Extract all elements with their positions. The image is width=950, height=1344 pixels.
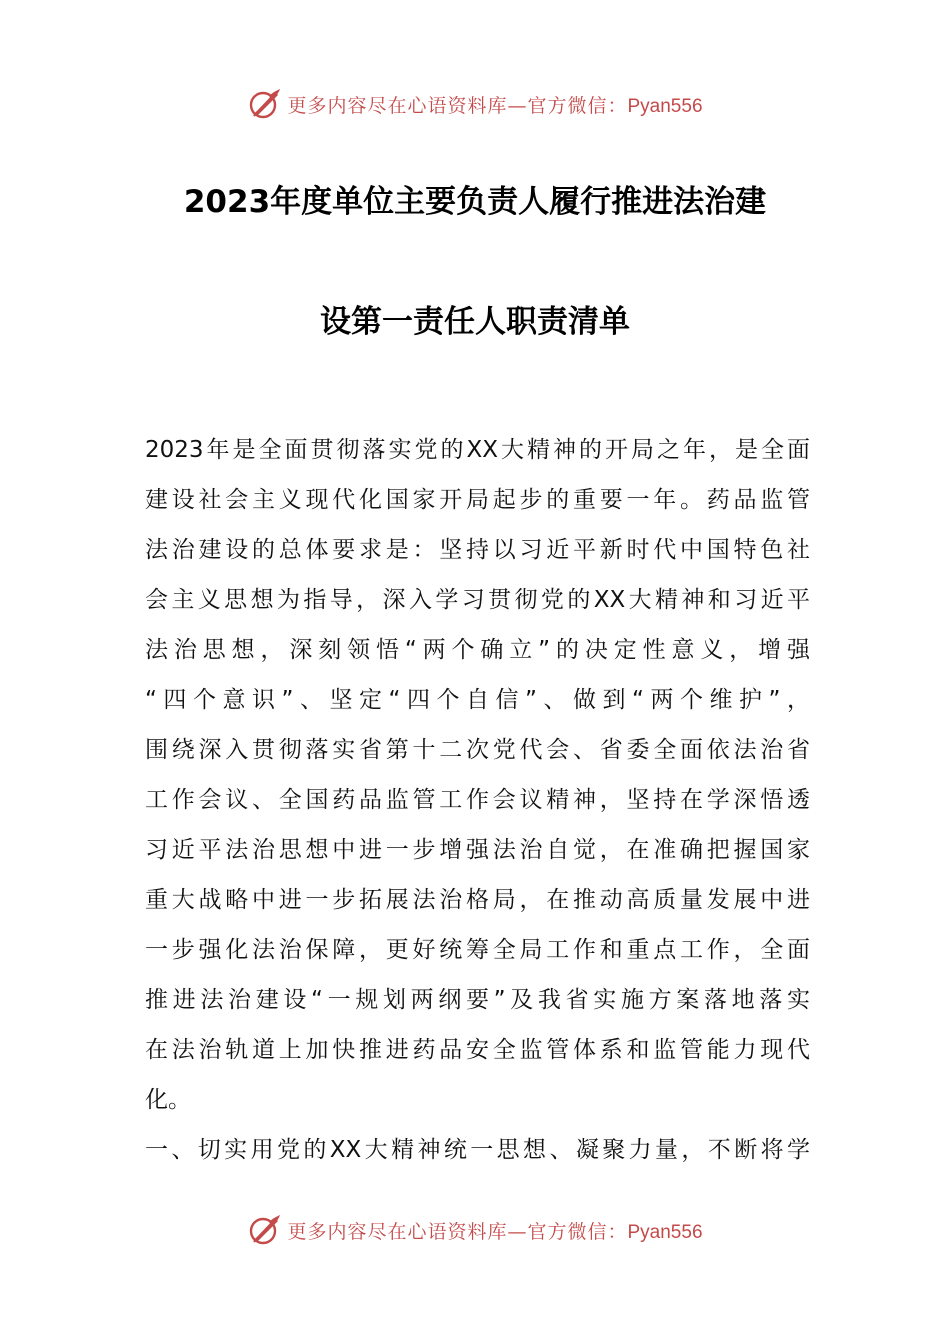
- watermark-label: 更多内容尽在心语资料库—官方微信：: [287, 94, 628, 117]
- quill-logo-icon: [247, 86, 283, 122]
- watermark-footer: [0, 1210, 950, 1250]
- document-title-line-1: 2023年度单位主要负责人履行推进法治建: [183, 184, 767, 220]
- watermark-label: 更多内容尽在心语资料库—官方微信：: [287, 1220, 628, 1243]
- body-line: 重大战略中进一步拓展法治格局，在推动高质量发展中进: [145, 887, 810, 913]
- section-heading-1: 一、切实用党的XX大精神统一思想、凝聚力量，不断将学: [145, 1137, 810, 1163]
- body-line: 化。: [145, 1087, 191, 1113]
- body-line: 习近平法治思想中进一步增强法治自觉，在准确把握国家: [145, 837, 810, 863]
- watermark-handle: Pyan556: [627, 95, 703, 117]
- watermark-text: [287, 91, 702, 118]
- watermark-handle: Pyan556: [627, 1221, 703, 1243]
- watermark-text: [287, 1217, 702, 1244]
- body-text: [145, 425, 810, 1175]
- body-line: 一步强化法治保障，更好统筹全局工作和重点工作，全面: [145, 937, 810, 963]
- body-line: 在法治轨道上加快推进药品安全监管体系和监管能力现代: [145, 1037, 810, 1063]
- quill-logo-icon: [247, 1212, 283, 1248]
- body-line: 法治建设的总体要求是：坚持以习近平新时代中国特色社: [145, 537, 810, 563]
- document-title-line-2: 设第一责任人职责清单: [320, 304, 630, 340]
- body-line: 2023年是全面贯彻落实党的XX大精神的开局之年，是全面: [145, 437, 810, 463]
- body-line: 围绕深入贯彻落实省第十二次党代会、省委全面依法治省: [145, 737, 810, 763]
- body-line: “四个意识”、坚定“四个自信”、做到“两个维护”，: [145, 687, 810, 713]
- body-line: 法治思想，深刻领悟“两个确立”的决定性意义，增强: [145, 637, 810, 663]
- body-line: 建设社会主义现代化国家开局起步的重要一年。药品监管: [145, 487, 810, 513]
- body-line: 工作会议、全国药品监管工作会议精神，坚持在学深悟透: [145, 787, 810, 813]
- watermark-header: [0, 84, 950, 124]
- body-line: 推进法治建设“一规划两纲要”及我省实施方案落地落实: [145, 987, 810, 1013]
- body-line: 会主义思想为指导，深入学习贯彻党的XX大精神和习近平: [145, 587, 810, 613]
